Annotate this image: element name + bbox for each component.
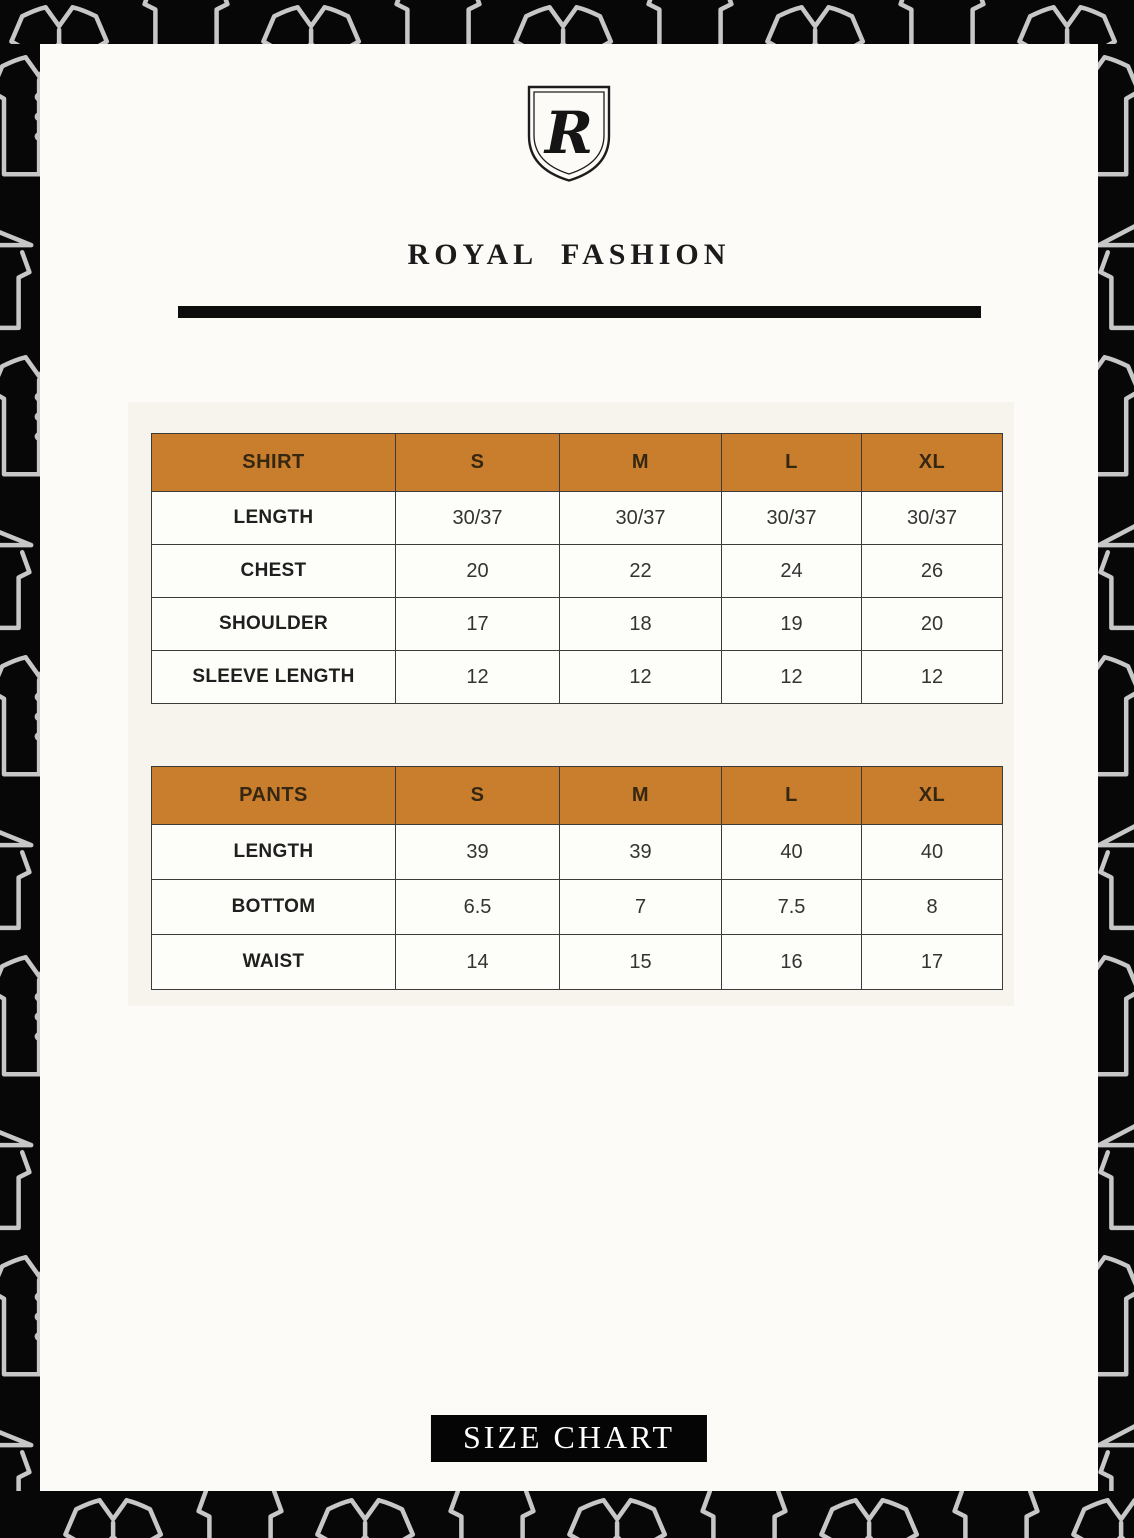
size-column-header: S bbox=[396, 434, 560, 492]
frame-pattern-bottom bbox=[0, 1491, 1134, 1538]
measurement-value-cell: 26 bbox=[862, 545, 1003, 598]
shirt-outline-icon bbox=[1098, 1244, 1134, 1384]
frame-pattern-top bbox=[0, 0, 1134, 44]
shirt-size-table bbox=[151, 433, 1003, 704]
hanger-outline-icon bbox=[438, 1491, 546, 1538]
measurement-value-cell: 40 bbox=[862, 825, 1003, 880]
frame-pattern-left bbox=[0, 44, 40, 1491]
shirt-outline-icon bbox=[1068, 1491, 1134, 1538]
shirt-outline-icon bbox=[1098, 44, 1134, 184]
measurement-value-cell: 12 bbox=[862, 651, 1003, 704]
measurement-value-cell: 12 bbox=[560, 651, 722, 704]
measurement-value-cell: 24 bbox=[722, 545, 862, 598]
measurement-value-cell: 20 bbox=[396, 545, 560, 598]
hanger-outline-icon bbox=[384, 0, 492, 44]
hanger-outline-icon bbox=[0, 794, 40, 934]
hanger-outline-icon bbox=[0, 1394, 40, 1491]
measurement-label-cell: SLEEVE LENGTH bbox=[152, 651, 396, 704]
measurement-value-cell: 30/37 bbox=[862, 492, 1003, 545]
table-header-row bbox=[152, 434, 1003, 492]
table-title-cell: PANTS bbox=[152, 767, 396, 825]
shirt-outline-icon bbox=[510, 0, 618, 44]
measurement-value-cell: 40 bbox=[722, 825, 862, 880]
shirt-outline-icon bbox=[0, 344, 40, 484]
measurement-label-cell: LENGTH bbox=[152, 492, 396, 545]
hanger-outline-icon bbox=[888, 0, 996, 44]
size-column-header: XL bbox=[862, 434, 1003, 492]
brand-name: ROYAL FASHION bbox=[407, 238, 731, 271]
shirt-outline-icon bbox=[816, 1491, 924, 1538]
hanger-outline-icon bbox=[132, 0, 240, 44]
table-row bbox=[152, 935, 1003, 990]
size-column-header: M bbox=[560, 434, 722, 492]
hanger-outline-icon bbox=[1098, 1094, 1134, 1234]
shield-monogram-icon bbox=[525, 84, 613, 184]
measurement-value-cell: 7.5 bbox=[722, 880, 862, 935]
measurement-value-cell: 7 bbox=[560, 880, 722, 935]
table-title-cell: SHIRT bbox=[152, 434, 396, 492]
measurement-value-cell: 17 bbox=[396, 598, 560, 651]
shirt-outline-icon bbox=[60, 1491, 168, 1538]
size-column-header: L bbox=[722, 767, 862, 825]
measurement-value-cell: 17 bbox=[862, 935, 1003, 990]
table-row bbox=[152, 598, 1003, 651]
pants-size-table bbox=[151, 766, 1003, 990]
measurement-label-cell: SHOULDER bbox=[152, 598, 396, 651]
size-chart-card bbox=[40, 44, 1098, 1491]
table-row bbox=[152, 545, 1003, 598]
measurement-label-cell: LENGTH bbox=[152, 825, 396, 880]
hanger-outline-icon bbox=[1098, 1394, 1134, 1491]
hanger-outline-icon bbox=[1098, 494, 1134, 634]
size-chart-badge: SIZE CHART bbox=[431, 1415, 707, 1462]
size-column-header: S bbox=[396, 767, 560, 825]
measurement-label-cell: CHEST bbox=[152, 545, 396, 598]
hanger-outline-icon bbox=[1098, 794, 1134, 934]
hanger-outline-icon bbox=[0, 1094, 40, 1234]
shirt-outline-icon bbox=[312, 1491, 420, 1538]
measurement-value-cell: 8 bbox=[862, 880, 1003, 935]
hanger-outline-icon bbox=[942, 1491, 1050, 1538]
measurement-value-cell: 6.5 bbox=[396, 880, 560, 935]
hanger-outline-icon bbox=[690, 1491, 798, 1538]
shirt-outline-icon bbox=[6, 0, 114, 44]
measurement-value-cell: 15 bbox=[560, 935, 722, 990]
measurement-value-cell: 16 bbox=[722, 935, 862, 990]
measurement-value-cell: 30/37 bbox=[722, 492, 862, 545]
shirt-outline-icon bbox=[0, 944, 40, 1084]
frame-pattern-right bbox=[1098, 44, 1134, 1491]
table-row bbox=[152, 825, 1003, 880]
size-column-header: XL bbox=[862, 767, 1003, 825]
shirt-outline-icon bbox=[1014, 0, 1122, 44]
brand-monogram: R bbox=[544, 99, 594, 167]
measurement-value-cell: 20 bbox=[862, 598, 1003, 651]
divider-bar bbox=[178, 306, 981, 318]
shirt-outline-icon bbox=[564, 1491, 672, 1538]
table-row bbox=[152, 651, 1003, 704]
hanger-outline-icon bbox=[1098, 194, 1134, 334]
hanger-outline-icon bbox=[186, 1491, 294, 1538]
size-column-header: M bbox=[560, 767, 722, 825]
measurement-label-cell: BOTTOM bbox=[152, 880, 396, 935]
measurement-value-cell: 14 bbox=[396, 935, 560, 990]
hanger-outline-icon bbox=[0, 194, 40, 334]
shirt-outline-icon bbox=[258, 0, 366, 44]
shirt-outline-icon bbox=[0, 644, 40, 784]
measurement-value-cell: 12 bbox=[722, 651, 862, 704]
measurement-value-cell: 39 bbox=[560, 825, 722, 880]
table-row bbox=[152, 492, 1003, 545]
measurement-value-cell: 39 bbox=[396, 825, 560, 880]
hanger-outline-icon bbox=[636, 0, 744, 44]
measurement-value-cell: 12 bbox=[396, 651, 560, 704]
size-column-header: L bbox=[722, 434, 862, 492]
shirt-outline-icon bbox=[762, 0, 870, 44]
shirt-outline-icon bbox=[0, 1244, 40, 1384]
measurement-value-cell: 18 bbox=[560, 598, 722, 651]
measurement-value-cell: 30/37 bbox=[560, 492, 722, 545]
measurement-value-cell: 22 bbox=[560, 545, 722, 598]
shirt-outline-icon bbox=[1098, 644, 1134, 784]
measurement-label-cell: WAIST bbox=[152, 935, 396, 990]
table-row bbox=[152, 880, 1003, 935]
measurement-value-cell: 30/37 bbox=[396, 492, 560, 545]
table-header-row bbox=[152, 767, 1003, 825]
measurement-value-cell: 19 bbox=[722, 598, 862, 651]
shirt-outline-icon bbox=[0, 44, 40, 184]
hanger-outline-icon bbox=[0, 494, 40, 634]
shirt-outline-icon bbox=[1098, 944, 1134, 1084]
shirt-outline-icon bbox=[1098, 344, 1134, 484]
